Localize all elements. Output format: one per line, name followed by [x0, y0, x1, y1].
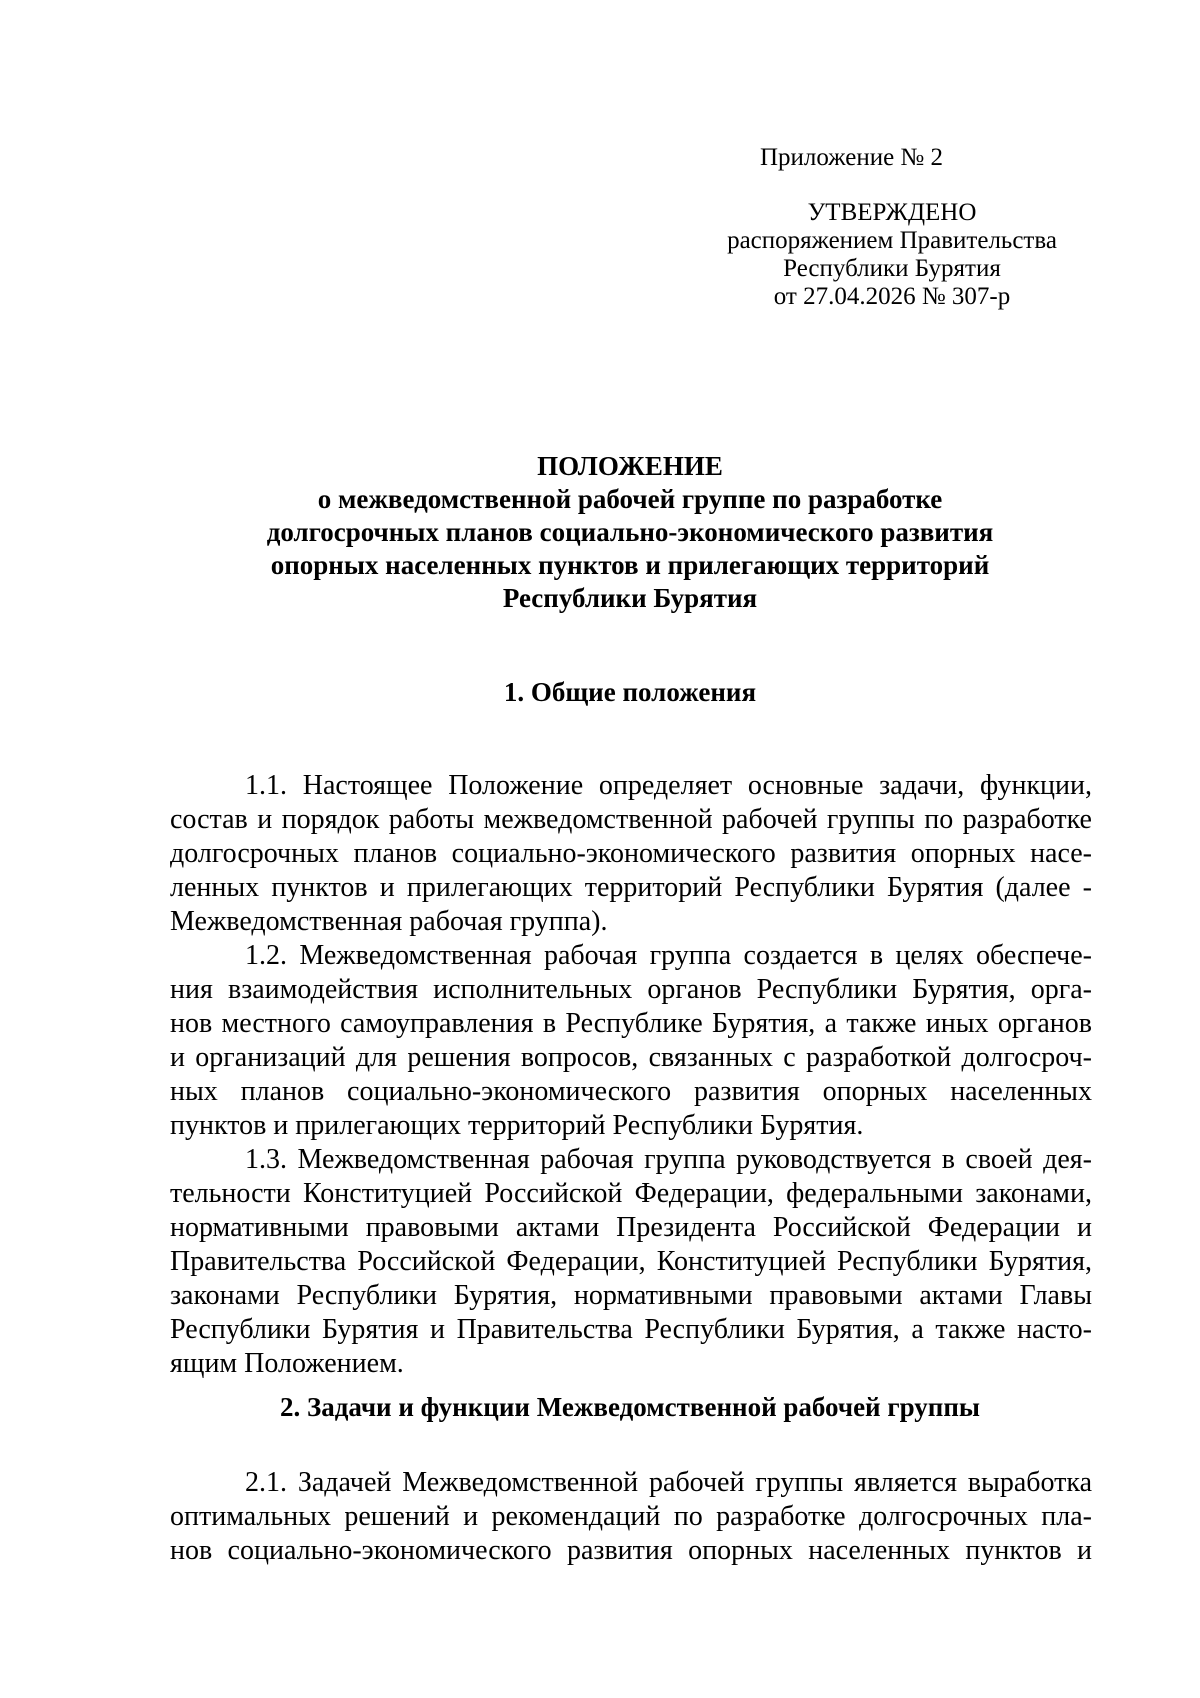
- text-line: 1.1. Настоящее Положение определяет основные задачи, функции,: [245, 770, 1092, 801]
- text-line: ящим Положением.: [170, 1348, 404, 1379]
- text-line: оптимальных решений и рекомендаций по разработке долгосрочных пла-: [170, 1501, 1092, 1532]
- text-line: нормативными правовыми актами Президента Российской Федерации и: [170, 1212, 1092, 1243]
- section-2-heading: 2. Задачи и функции Межведомственной рабочей группы: [280, 1392, 980, 1422]
- text-line: долгосрочных планов социально-экономического развития опорных насе-: [170, 838, 1092, 869]
- text-line: нов местного самоуправления в Республике Бурятия, а также иных органов: [170, 1008, 1092, 1039]
- text-line: 2.1. Задачей Межведомственной рабочей группы является выработка: [245, 1467, 1092, 1498]
- approved-label: УТВЕРЖДЕНО: [807, 199, 977, 226]
- text-line: 1.3. Межведомственная рабочая группа руководствуется в своей дея-: [245, 1144, 1092, 1175]
- section-1-body: [170, 769, 1092, 1381]
- approved-date-number: от 27.04.2026 № 307-р: [773, 283, 1011, 310]
- text-line: ния взаимодействия исполнительных органов Республики Бурятия, орга-: [170, 974, 1092, 1005]
- section-2-body: [170, 1466, 1092, 1568]
- text-line: пунктов и прилегающих территорий Республики Бурятия.: [170, 1110, 864, 1141]
- text-line: Республики Бурятия и Правительства Республики Бурятия, а также насто-: [170, 1314, 1092, 1345]
- approval-stamp-block: [700, 199, 1084, 311]
- title-line: долгосрочных планов социально-экономического развития: [266, 517, 994, 547]
- text-line: тельности Конституцией Российской Федерации, федеральными законами,: [170, 1178, 1092, 1209]
- approved-by: распоряжением Правительства: [727, 227, 1057, 254]
- text-line: 1.2. Межведомственная рабочая группа создается в целях обеспече-: [245, 940, 1092, 971]
- title-line: Республики Бурятия: [502, 583, 758, 613]
- title-line: опорных населенных пунктов и прилегающих территорий: [270, 550, 990, 580]
- text-line: и организаций для решения вопросов, связанных с разработкой долгосроч-: [170, 1042, 1092, 1073]
- text-line: ных планов социально-экономического развития опорных населенных: [170, 1076, 1092, 1107]
- text-line: состав и порядок работы межведомственной рабочей группы по разработке: [170, 804, 1092, 835]
- text-line: законами Республики Бурятия, нормативными правовыми актами Главы: [170, 1280, 1092, 1311]
- document-title: [170, 450, 1090, 615]
- text-line: ленных пунктов и прилегающих территорий Республики Бурятия (далее -: [170, 872, 1092, 903]
- approved-region: Республики Бурятия: [783, 255, 1001, 282]
- text-line: Межведомственная рабочая группа).: [170, 906, 608, 937]
- text-line: Правительства Российской Федерации, Конституцией Республики Бурятия,: [170, 1246, 1092, 1277]
- text-line: нов социально-экономического развития опорных населенных пунктов и: [170, 1535, 1092, 1566]
- title-line: ПОЛОЖЕНИЕ: [537, 451, 723, 481]
- title-line: о межведомственной рабочей группе по разработке: [317, 484, 943, 514]
- section-1-heading: 1. Общие положения: [503, 677, 757, 707]
- appendix-number: Приложение № 2: [760, 144, 944, 171]
